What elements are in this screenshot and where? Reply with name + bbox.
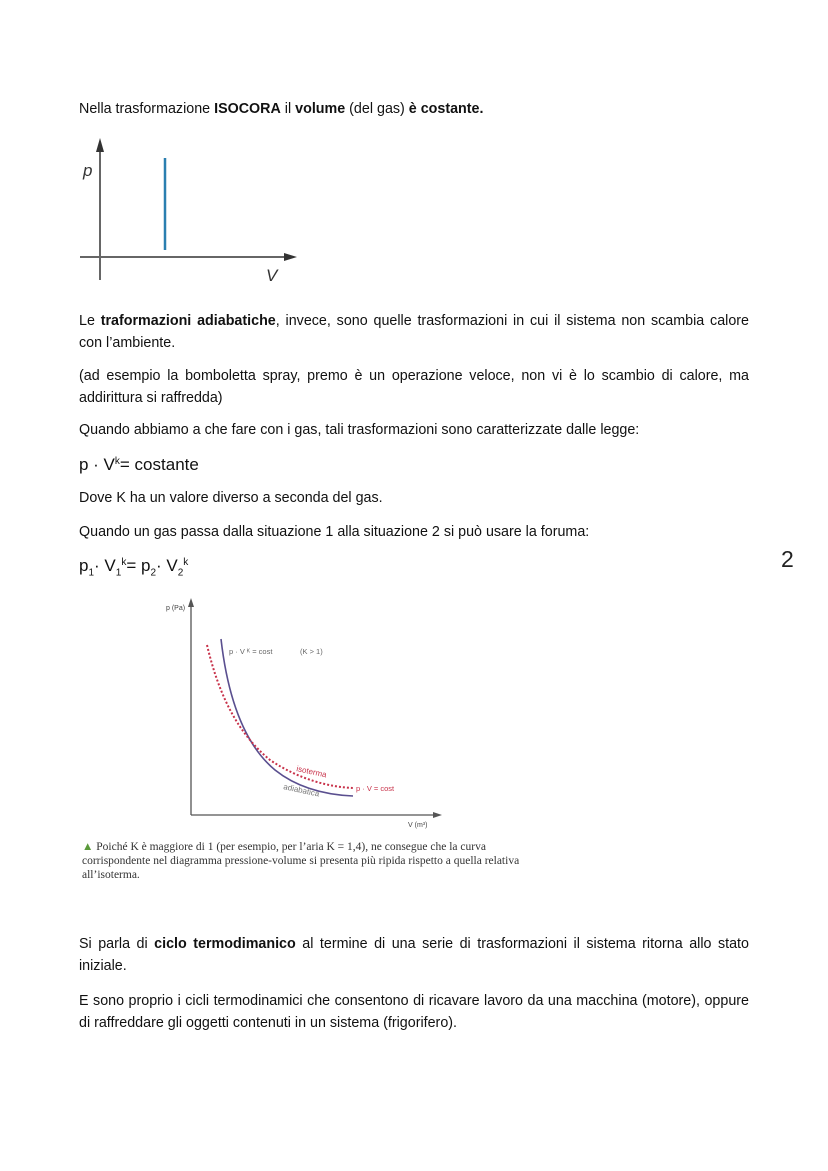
isoterma-label: isoterma — [295, 764, 328, 780]
y-axis-label: p — [83, 161, 93, 180]
cycles-use-paragraph: E sono proprio i cicli termodinamici che consentono di ricavare lavoro da una macchina (motore), oppure di raffreddare gli oggetti contenuti in un sistema (frigorifero). — [79, 993, 749, 1031]
law-intro: Quando abbiamo a che fare con i gas, tali trasformazioni sono caratterizzate dalle legge: — [79, 422, 640, 438]
pv-graph — [166, 598, 442, 829]
isotherm-eq: p · V = cost — [356, 784, 395, 793]
pv-y-label: p (Pa) — [166, 605, 186, 612]
adiabatic-eq: p · V ᴷ = cost — [229, 647, 273, 656]
law-formula: $p \cdot V^k=$ costante — [79, 455, 199, 474]
figure-caption: ▲ Poiché K è maggiore di 1 (per esempio, per l’aria K = 1,4), ne consegue che la curva corrispondente nel diagramma pressione-volume si presenta più ripida rispetto a quella relativa all’isoterma. — [82, 841, 520, 881]
isochoric-intro: Nella trasformazione ISOCORA il volume (del gas) è costante. — [79, 101, 484, 117]
example-paragraph: (ad esempio la bomboletta spray, premo è un operazione veloce, non vi è lo scambio di calore, ma addirittura si raffredda) — [79, 368, 749, 406]
adiabatica-label: adiabatica — [282, 782, 321, 799]
k-note: Dove K ha un valore diverso a seconda del gas. — [79, 490, 383, 506]
formula-intro: Quando un gas passa dalla situazione 1 alla situazione 2 si può usare la foruma: — [79, 524, 590, 540]
isotherm-curve — [207, 645, 353, 788]
transition-formula: $p_1\cdot V_1^k= p_2\cdot V_2^k$ — [79, 556, 189, 579]
pv-x-label: V (m³) — [408, 822, 428, 829]
cycle-paragraph: Si parla di ciclo termodimanico al termine di una serie di trasformazioni il sistema ritorna allo stato iniziale. — [79, 936, 749, 974]
page-number: 2 — [781, 546, 794, 572]
isochoric-graph — [80, 138, 297, 285]
adiabatic-paragraph: Le traformazioni adiabatiche, invece, sono quelle trasformazioni in cui il sistema non scambia calore con l’ambiente. — [79, 313, 749, 351]
k-condition: (K > 1) — [300, 647, 323, 656]
x-axis-label: V — [266, 266, 278, 285]
adiabatic-curve — [221, 639, 353, 796]
